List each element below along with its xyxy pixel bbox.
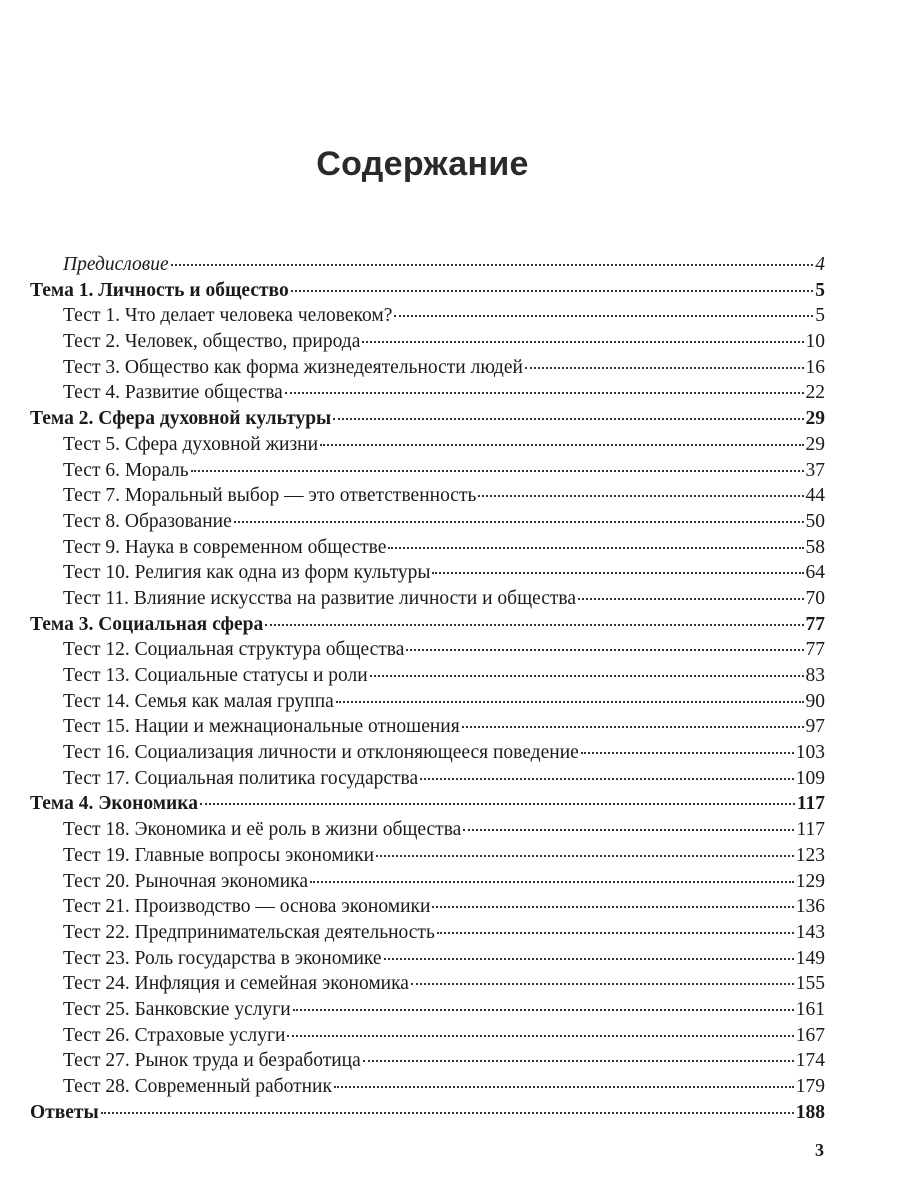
- toc-test-entry: [30, 1023, 825, 1049]
- dot-leader: [285, 392, 804, 394]
- toc-test-entry: [30, 740, 825, 766]
- dot-leader: [437, 932, 794, 934]
- toc-entry-label: Тест 8. Образование: [63, 510, 232, 532]
- toc-entry-page: 58: [805, 536, 825, 558]
- toc-test-entry: [30, 355, 825, 381]
- dot-leader: [370, 675, 804, 677]
- toc-topic-entry: [30, 406, 825, 432]
- toc-entry-label: Тест 6. Мораль: [63, 459, 189, 481]
- toc-entry-label: Тест 18. Экономика и её роль в жизни общества: [63, 819, 462, 841]
- toc-test-entry: [30, 946, 825, 972]
- toc-test-entry: [30, 483, 825, 509]
- toc-test-entry: [30, 303, 825, 329]
- toc-entry-label: Тест 15. Нации и межнациональные отношения: [63, 716, 460, 738]
- toc-entry-label: Тест 1. Что делает человека человеком?: [63, 305, 393, 327]
- toc-test-entry: [30, 997, 825, 1023]
- toc-entry-label: Тест 13. Социальные статусы и роли: [63, 665, 368, 686]
- dot-leader: [432, 906, 793, 908]
- toc-test-entry: [30, 586, 825, 612]
- toc-test-entry: [30, 894, 825, 920]
- toc-test-entry: [30, 843, 825, 869]
- toc-entry-page: 188: [795, 1101, 825, 1123]
- toc-test-entry: [30, 663, 825, 689]
- toc-test-entry: [30, 560, 825, 586]
- toc-entry-label: Тест 21. Производство — основа экономики: [63, 896, 431, 918]
- toc-test-entry: [30, 817, 825, 843]
- toc-entry-label: Тест 24. Инфляция и семейная экономика: [63, 973, 409, 995]
- dot-leader: [478, 495, 803, 497]
- dot-leader: [376, 855, 794, 857]
- toc-entry-page: 70: [805, 587, 825, 609]
- toc-entry-page: 174: [795, 1050, 825, 1072]
- toc-entry-page: 90: [805, 690, 825, 712]
- dot-leader: [406, 649, 803, 651]
- toc-test-entry: [30, 1048, 825, 1074]
- toc-test-entry: [30, 920, 825, 946]
- toc-entry-page: 97: [805, 716, 825, 738]
- dot-leader: [581, 752, 794, 754]
- dot-leader: [388, 547, 803, 549]
- toc-entry-label: Ответы: [30, 1101, 99, 1123]
- toc-entry-label: Тема 1. Личность и общество: [30, 279, 289, 301]
- toc-entry-page: 117: [796, 819, 825, 841]
- dot-leader: [362, 341, 803, 343]
- toc-entry-label: Тест 7. Моральный выбор — это ответственность: [63, 485, 477, 507]
- dot-leader: [293, 1009, 794, 1011]
- toc-entry-page: 29: [805, 433, 825, 455]
- dot-leader: [394, 315, 813, 317]
- dot-leader: [336, 701, 804, 703]
- toc-entry-label: Тест 26. Страховые услуги: [63, 1024, 286, 1046]
- dot-leader: [420, 778, 794, 780]
- toc-entry-label: Тест 9. Наука в современном обществе: [63, 536, 387, 558]
- toc-entry-page: 77: [805, 639, 825, 661]
- toc-entry-page: 143: [795, 921, 825, 943]
- dot-leader: [463, 829, 794, 831]
- dot-leader: [171, 264, 814, 266]
- toc-entry-label: Тест 3. Общество как форма жизнедеятельности людей: [63, 356, 523, 378]
- toc-test-entry: [30, 329, 825, 355]
- toc-test-entry: [30, 509, 825, 535]
- toc-entry-page: 4: [815, 254, 825, 275]
- toc-entry-label: Тема 3. Социальная сфера: [30, 613, 264, 635]
- toc-entry-page: 167: [795, 1024, 825, 1046]
- toc-entry-label: Тест 22. Предпринимательская деятельность: [63, 921, 435, 943]
- toc-entry-page: 136: [795, 896, 825, 918]
- toc-entry-page: 77: [805, 613, 825, 635]
- toc-entry-label: Предисловие: [63, 254, 169, 275]
- toc-entry-page: 5: [815, 279, 825, 301]
- toc-entry-label: Тест 19. Главные вопросы экономики: [63, 844, 375, 866]
- toc-test-entry: [30, 766, 825, 792]
- toc-test-entry: [30, 971, 825, 997]
- toc-entry-label: Тест 20. Рыночная экономика: [63, 870, 309, 892]
- toc-entry-page: 44: [805, 485, 825, 507]
- page-title: Содержание: [316, 145, 529, 183]
- toc-test-entry: [30, 689, 825, 715]
- toc-entry-page: 155: [795, 973, 825, 995]
- toc-entry-page: 103: [795, 742, 825, 764]
- toc-entry-page: 109: [795, 767, 825, 789]
- dot-leader: [333, 418, 803, 420]
- dot-leader: [265, 624, 803, 626]
- dot-leader: [310, 881, 794, 883]
- toc-entry-page: 161: [795, 998, 825, 1020]
- toc-entry-label: Тест 17. Социальная политика государства: [63, 767, 419, 789]
- toc-entry-page: 5: [815, 305, 825, 327]
- toc-entry-label: Тема 2. Сфера духовной культуры: [30, 408, 332, 430]
- dot-leader: [234, 521, 804, 523]
- toc-topic-entry: [30, 1100, 825, 1126]
- dot-leader: [578, 598, 803, 600]
- dot-leader: [287, 1035, 793, 1037]
- dot-leader: [432, 572, 803, 574]
- toc-topic-entry: [30, 278, 825, 304]
- toc-entry-label: Тест 4. Развитие общества: [63, 382, 283, 404]
- toc-entry-page: 29: [805, 408, 825, 430]
- toc-entry-page: 22: [805, 382, 825, 404]
- dot-leader: [334, 1086, 794, 1088]
- dot-leader: [363, 1060, 794, 1062]
- dot-leader: [320, 444, 803, 446]
- toc-entry-label: Тест 14. Семья как малая группа: [63, 690, 334, 712]
- toc-test-entry: [30, 432, 825, 458]
- toc-entry-page: 10: [805, 331, 825, 353]
- toc-entry-label: Тест 25. Банковские услуги: [63, 998, 291, 1020]
- toc-entry-label: Тест 11. Влияние искусства на развитие личности и общества: [63, 587, 577, 609]
- toc-entry-label: Тест 2. Человек, общество, природа: [63, 331, 361, 353]
- toc-entry-page: 64: [805, 562, 825, 584]
- page-number: 3: [815, 1140, 824, 1160]
- dot-leader: [101, 1112, 794, 1114]
- toc-topic-entry: [30, 612, 825, 638]
- toc-entry-label: Тема 4. Экономика: [30, 793, 198, 815]
- dot-leader: [384, 958, 794, 960]
- toc-entry-label: Тест 16. Социализация личности и отклоняющееся поведение: [63, 742, 579, 764]
- dot-leader: [525, 367, 804, 369]
- dot-leader: [291, 290, 814, 292]
- toc-test-entry: [30, 637, 825, 663]
- toc-entry-page: 129: [795, 870, 825, 892]
- dot-leader: [411, 983, 794, 985]
- table-of-contents: [30, 252, 825, 1125]
- toc-entry-page: 117: [796, 793, 825, 815]
- dot-leader: [200, 803, 795, 805]
- toc-entry-label: Тест 27. Рынок труда и безработица: [63, 1050, 361, 1072]
- toc-entry-label: Тест 23. Роль государства в экономике: [63, 947, 382, 969]
- toc-entry-page: 149: [795, 947, 825, 969]
- toc-test-entry: [30, 1074, 825, 1100]
- toc-entry-page: 16: [805, 356, 825, 378]
- toc-test-entry: [30, 458, 825, 484]
- toc-entry-page: 123: [795, 844, 825, 866]
- toc-entry-label: Тест 5. Сфера духовной жизни: [63, 433, 319, 455]
- toc-entry-page: 50: [805, 510, 825, 532]
- toc-entry-label: Тест 28. Современный работник: [63, 1076, 332, 1097]
- dot-leader: [191, 470, 804, 472]
- toc-topic-entry: [30, 791, 825, 817]
- toc-entry-label: Тест 12. Социальная структура общества: [63, 639, 405, 661]
- toc-preface-entry: [30, 252, 825, 278]
- toc-test-entry: [30, 535, 825, 561]
- toc-test-entry: [30, 714, 825, 740]
- toc-test-entry: [30, 869, 825, 895]
- toc-test-entry: [30, 380, 825, 406]
- dot-leader: [462, 726, 804, 728]
- toc-entry-page: 83: [805, 665, 825, 686]
- toc-entry-label: Тест 10. Религия как одна из форм культуры: [63, 562, 431, 584]
- toc-entry-page: 179: [795, 1076, 825, 1097]
- toc-entry-page: 37: [805, 459, 825, 481]
